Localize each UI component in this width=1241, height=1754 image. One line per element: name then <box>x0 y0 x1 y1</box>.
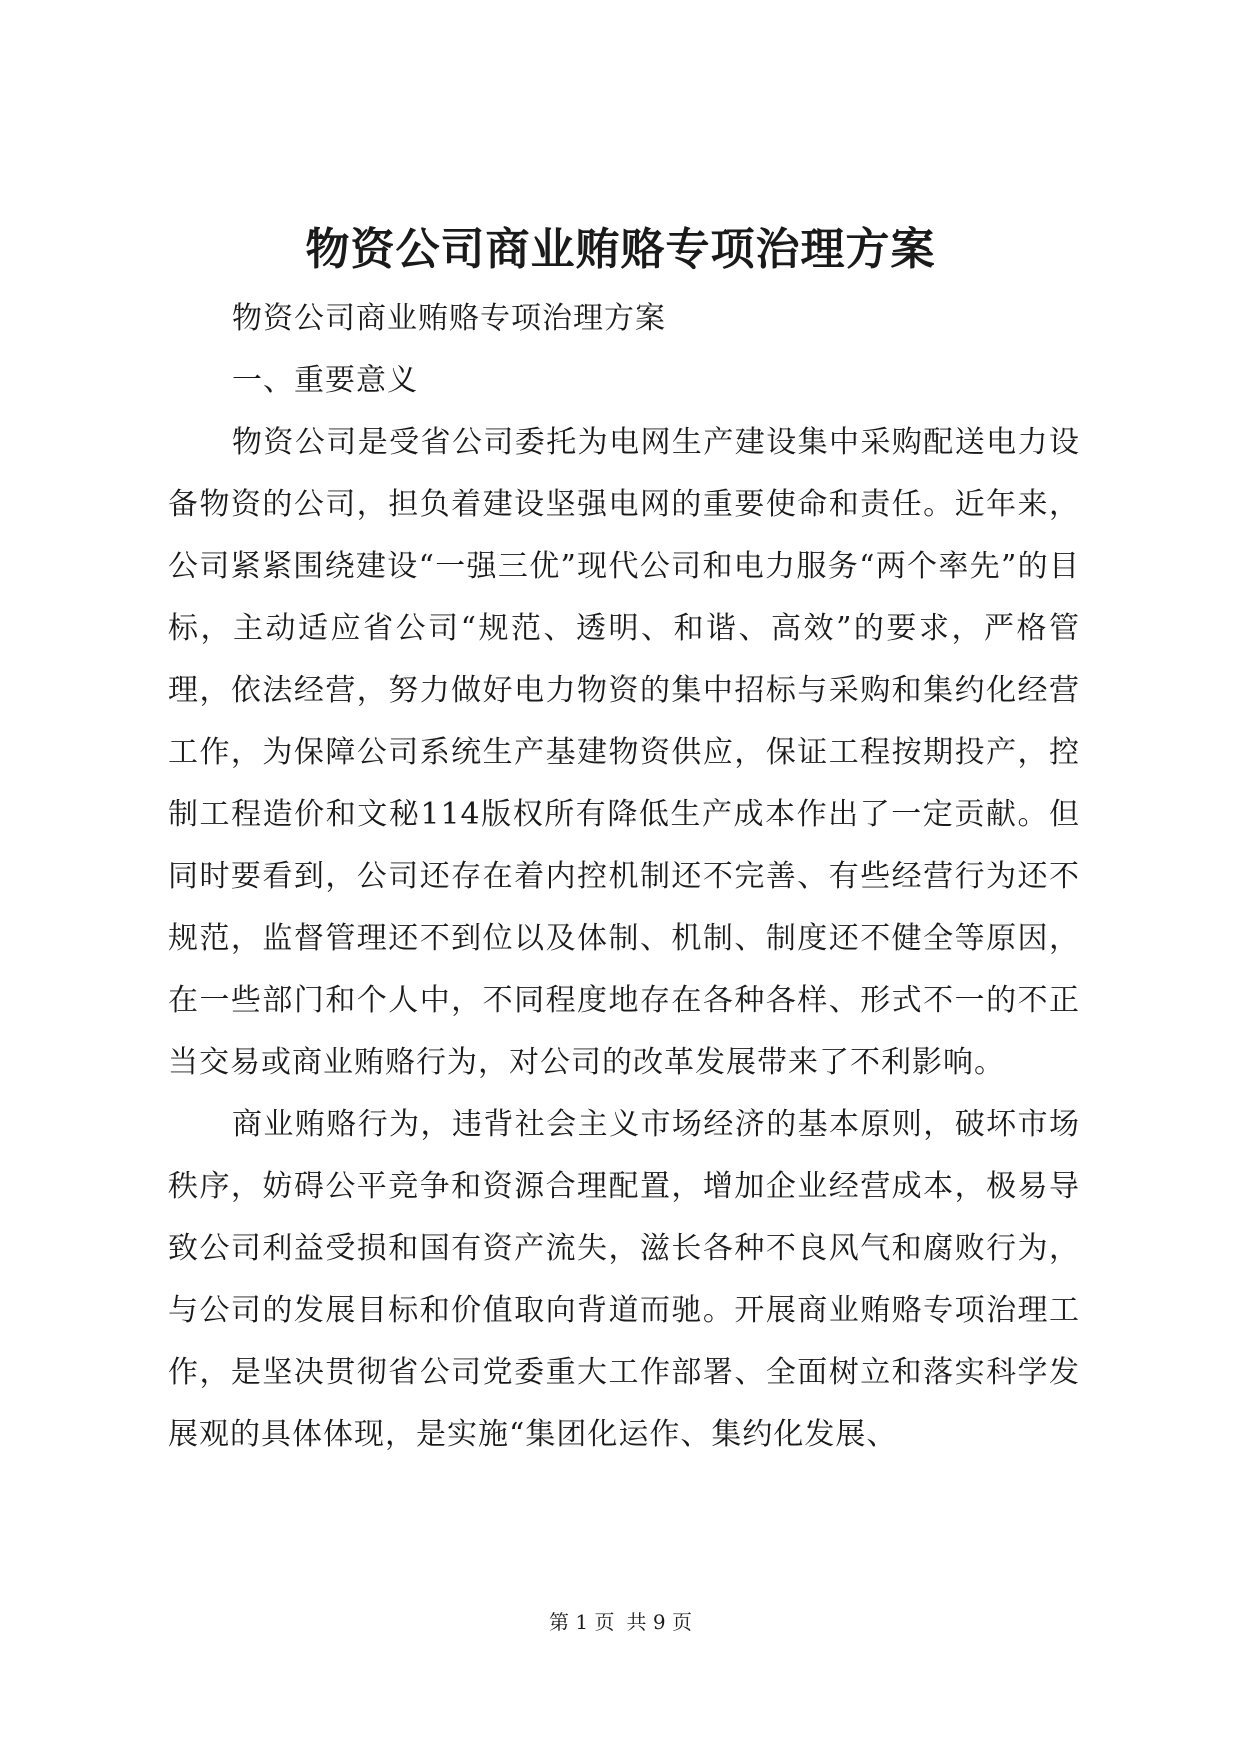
document-body <box>168 288 1080 1466</box>
paragraph-subtitle: 物资公司商业贿赂专项治理方案 <box>232 301 666 336</box>
paragraph-body-1: 物资公司是受省公司委托为电网生产建设集中采购配送电力设备物资的公司，担负着建设坚强电网的重要使命和责任。近年来，公司紧紧围绕建设“一强三优”现代公司和电力服务“两个率先”的目标，主动适应省公司“规范、透明、和谐、高效”的要求，严格管理，依法经营，努力做好电力物资的集中招标与采购和集约化经营工作，为保障公司系统生产基建物资供应，保证工程按期投产，控制工程造价和文秘114版权所有降低生产成本作出了一定贡献。但同时要看到，公司还存在着内控机制还不完善、有些经营行为还不规范，监督管理还不到位以及体制、机制、制度还不健全等原因，在一些部门和个人中，不同程度地存在各种各样、形式不一的不正当交易或商业贿赂行为，对公司的改革发展带来了不利影响。 <box>168 425 1080 1080</box>
paragraph-section-heading: 一、重要意义 <box>232 363 418 398</box>
page-number: 第 1 页 <box>549 1610 615 1634</box>
document-title: 物资公司商业贿赂专项治理方案 <box>305 224 936 275</box>
paragraph-body-2: 商业贿赂行为，违背社会主义市场经济的基本原则，破坏市场秩序，妨碍公平竞争和资源合理配置，增加企业经营成本，极易导致公司利益受损和国有资产流失，滋长各种不良风气和腐败行为，与公司的发展目标和价值取向背道而驰。开展商业贿赂专项治理工作，是坚决贯彻省公司党委重大工作部署、全面树立和落实科学发展观的具体体现，是实施“集团化运作、集约化发展、 <box>168 1107 1080 1452</box>
page-total: 共 9 页 <box>626 1610 692 1634</box>
page-footer <box>0 1608 1241 1636</box>
